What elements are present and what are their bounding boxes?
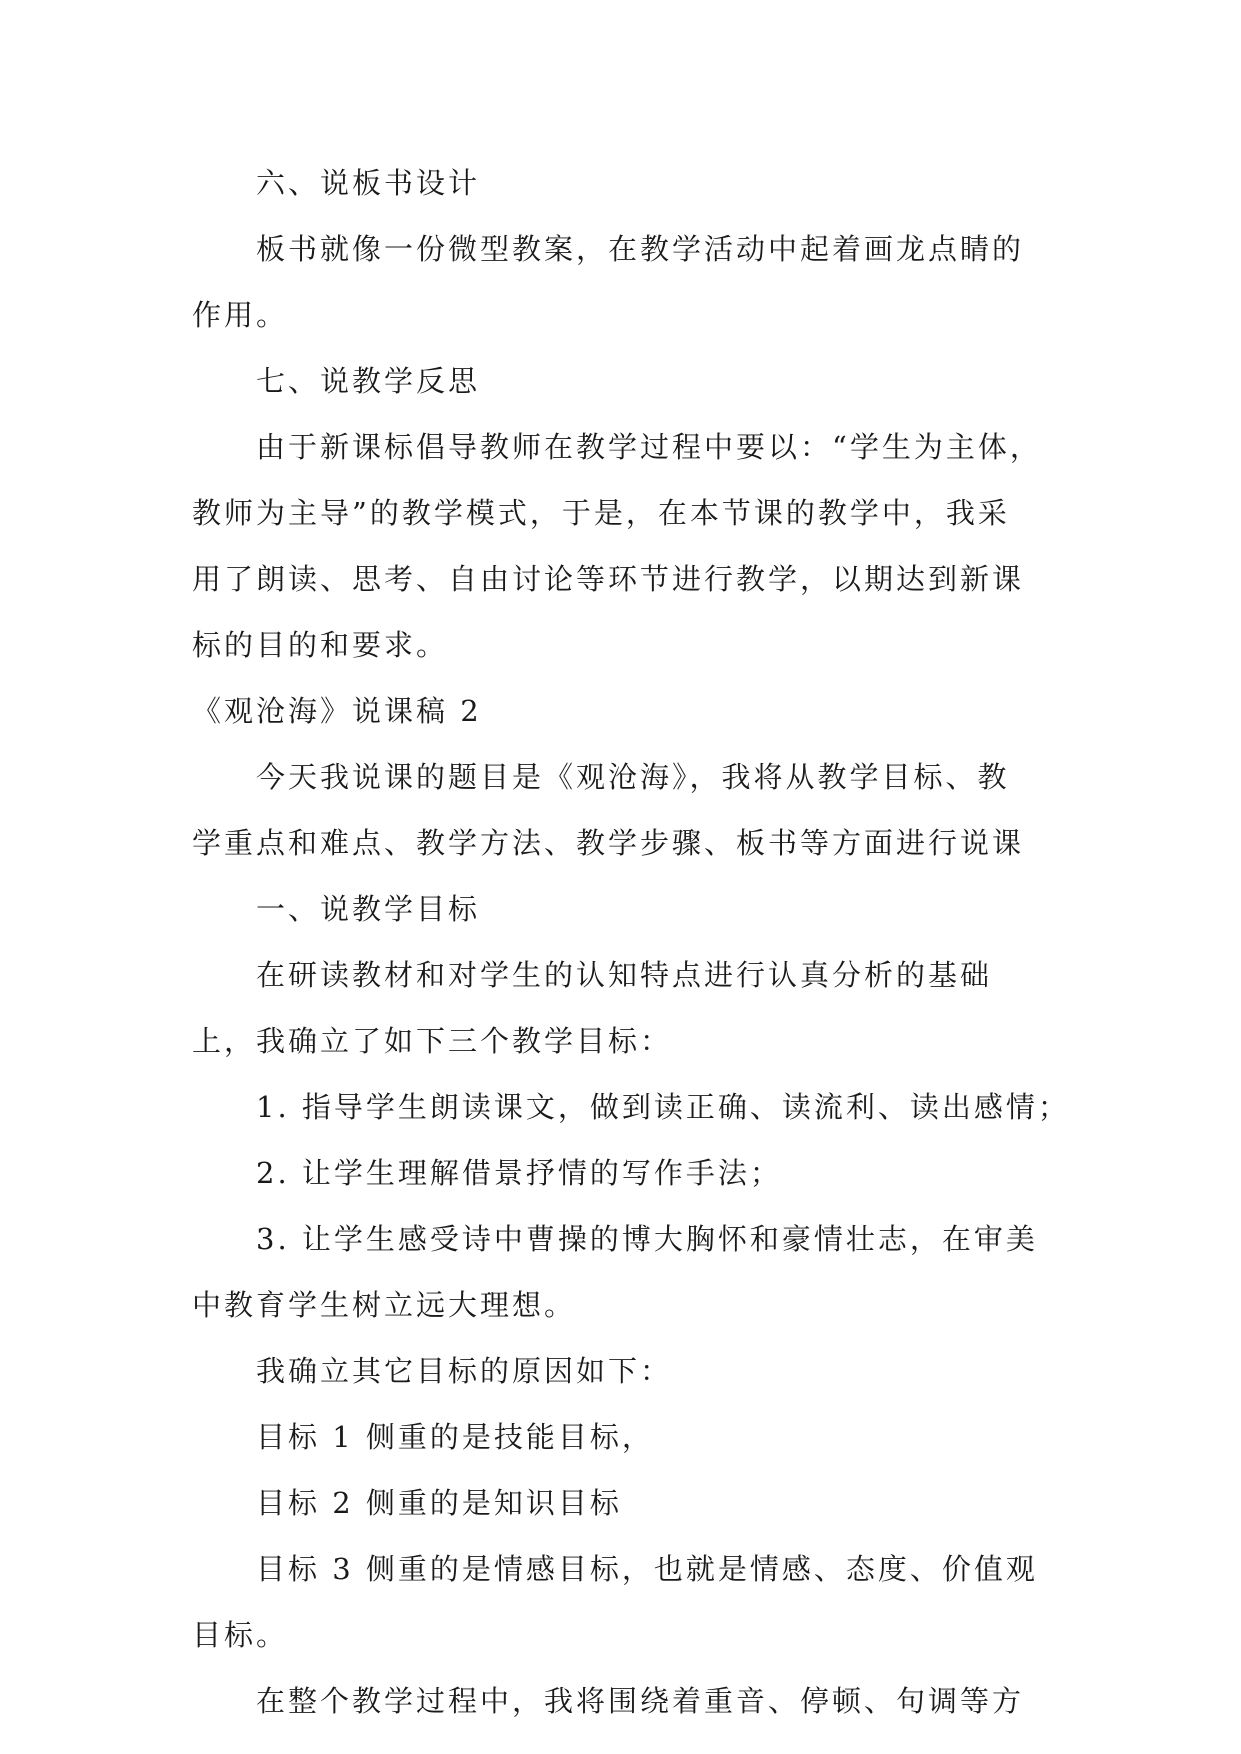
section-heading-board-design: 六、说板书设计: [256, 166, 481, 200]
section-heading-objectives: 一、说教学目标: [256, 892, 481, 926]
paragraph-line: 由于新课标倡导教师在教学过程中要以：“学生为主体，: [256, 430, 1042, 464]
paragraph-line: 用了朗读、思考、自由讨论等环节进行教学，以期达到新课: [192, 562, 1025, 596]
document-body: [192, 150, 1070, 1734]
paragraph-line: 作用。: [192, 298, 289, 332]
paragraph-line: 目标 2 侧重的是知识目标: [256, 1486, 622, 1520]
paragraph-line: 在研读教材和对学生的认知特点进行认真分析的基础: [256, 958, 993, 992]
list-item: 3. 让学生感受诗中曹操的博大胸怀和豪情壮志，在审美: [256, 1222, 1038, 1256]
paragraph-line: 板书就像一份微型教案，在教学活动中起着画龙点睛的: [256, 232, 1025, 266]
list-item: 1. 指导学生朗读课文，做到读正确、读流利、读出感情；: [256, 1090, 1070, 1124]
paragraph-line: 标的目的和要求。: [192, 628, 449, 662]
paragraph-line: 中教育学生树立远大理想。: [192, 1288, 577, 1322]
paragraph-line: 目标 3 侧重的是情感目标，也就是情感、态度、价值观: [256, 1552, 1038, 1586]
paragraph-line: 教师为主导”的教学模式，于是，在本节课的教学中，我采: [192, 496, 1010, 530]
paragraph-line: 在整个教学过程中，我将围绕着重音、停顿、句调等方: [256, 1684, 1025, 1718]
paragraph-line: 今天我说课的题目是《观沧海》，我将从教学目标、教: [256, 760, 1010, 794]
paragraph-line: 目标。: [192, 1618, 289, 1652]
list-item: 2. 让学生理解借景抒情的写作手法；: [256, 1156, 782, 1190]
paragraph-line: 上，我确立了如下三个教学目标：: [192, 1024, 673, 1058]
document-title: 《观沧海》说课稿 2: [192, 694, 482, 728]
paragraph-line: 目标 1 侧重的是技能目标，: [256, 1420, 654, 1454]
paragraph-line: 学重点和难点、教学方法、教学步骤、板书等方面进行说课: [192, 826, 1025, 860]
section-heading-reflection: 七、说教学反思: [256, 364, 481, 398]
paragraph-line: 我确立其它目标的原因如下：: [256, 1354, 673, 1388]
